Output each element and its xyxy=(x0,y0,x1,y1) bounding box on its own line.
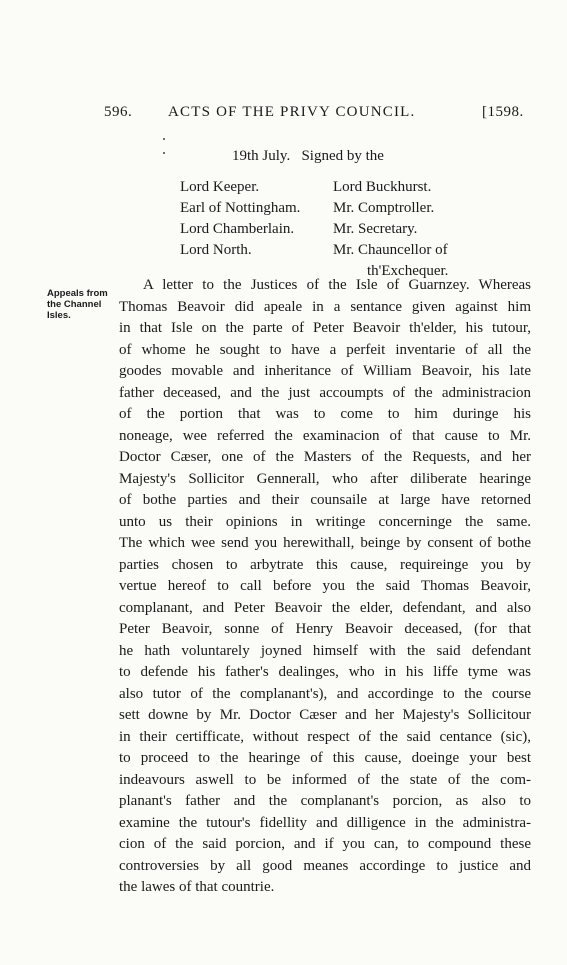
signatories-right xyxy=(333,177,448,282)
body-line: to proceed to the hearinge of this cause, doeinge your best xyxy=(119,750,531,766)
body-line: goodes movable and inheritance of William Beavoir, his late xyxy=(119,363,531,379)
signatory: th'Exchequer. xyxy=(367,263,449,279)
signatories-left xyxy=(180,177,300,261)
body-line: controversies by all good meanes accordinge to justice and xyxy=(119,857,531,874)
body-line: planant's father and the complanant's porcion, as also to xyxy=(119,793,531,809)
body-line: of the portion that was to come to him duringe his xyxy=(119,406,531,422)
page-number: 596. xyxy=(104,104,133,120)
signatory: Mr. Chauncellor of xyxy=(333,242,448,258)
signed-line: 19th July. Signed by the xyxy=(232,148,384,164)
margin-note-line: Isles. xyxy=(47,310,71,321)
signatory: Lord Keeper. xyxy=(180,179,260,195)
body-line: Thomas Beavoir did apeale in a sentance given against him xyxy=(119,298,531,315)
body-line: sett downe by Mr. Doctor Cæser and her Majesty's Sollicitour xyxy=(119,707,531,723)
body-line: noneage, wee referred the examinacion of that cause to Mr. xyxy=(119,427,531,444)
body-line: he hath voluntarely joyned himself with the said defendant xyxy=(119,642,531,659)
body-line: of bothe parties and their counsaile at large have retorned xyxy=(119,492,531,508)
body-line: the lawes of that countrie. xyxy=(119,879,275,895)
signatory: Mr. Comptroller. xyxy=(333,200,435,216)
body-line: Majesty's Sollicitor Gennerall, who after diliberate hearinge xyxy=(119,470,531,487)
signatory: Lord Chamberlain. xyxy=(180,221,295,237)
signatory: Lord Buckhurst. xyxy=(333,179,432,195)
body-line: A letter to the Justices of the Isle of Guarnzey. Whereas xyxy=(143,277,531,293)
signatory: Lord North. xyxy=(180,242,252,258)
body-line: parties chosen to arbytrate this cause, requireinge you by xyxy=(119,556,531,573)
body-line: The which wee send you herewithall, beinge by consent of bothe xyxy=(119,535,531,551)
body-line: in that Isle on the parte of Peter Beavoir th'elder, his tutour, xyxy=(119,320,531,336)
body-line: also tutor of the complanant's), and accordinge to the course xyxy=(119,685,531,702)
margin-note-line: Appeals from xyxy=(47,288,108,299)
signatory: Earl of Nottingham. xyxy=(180,200,301,216)
ink-dot xyxy=(163,152,165,154)
body-line: to defende his father's dealinges, who in his liffe tyme was xyxy=(119,664,531,680)
signatory: Mr. Secretary. xyxy=(333,221,418,237)
margin-note xyxy=(47,288,119,321)
body-line: in their certifficate, without respect of the said centance (sic), xyxy=(119,728,531,745)
body-line: complanant, and Peter Beavoir the elder, defendant, and also xyxy=(119,599,531,616)
body-line: vertue hereof to call before you the said Thomas Beavoir, xyxy=(119,578,531,594)
body-line: Peter Beavoir, sonne of Henry Beavoir deceased, (for that xyxy=(119,621,531,637)
ink-dot xyxy=(163,138,165,140)
body-line: examine the tutour's fidellity and dilligence in the administra- xyxy=(119,814,531,831)
body-line: father deceased, and the just accoumpts of the administracion xyxy=(119,384,531,401)
header-year: [1598. xyxy=(482,104,524,120)
running-title: ACTS OF THE PRIVY COUNCIL. xyxy=(168,104,416,120)
letter-body xyxy=(119,275,531,899)
body-line: of whome he sought to have a perfeit inventarie of all the xyxy=(119,341,531,358)
margin-note-line: the Channel xyxy=(47,299,102,310)
body-line: indeavours aswell to be informed of the state of the com- xyxy=(119,771,531,788)
body-line: cion of the said porcion, and if you can, to compound these xyxy=(119,836,531,852)
body-line: unto us their opinions in writinge concerninge the same. xyxy=(119,513,531,530)
body-line: Doctor Cæser, one of the Masters of the Requests, and her xyxy=(119,449,531,465)
